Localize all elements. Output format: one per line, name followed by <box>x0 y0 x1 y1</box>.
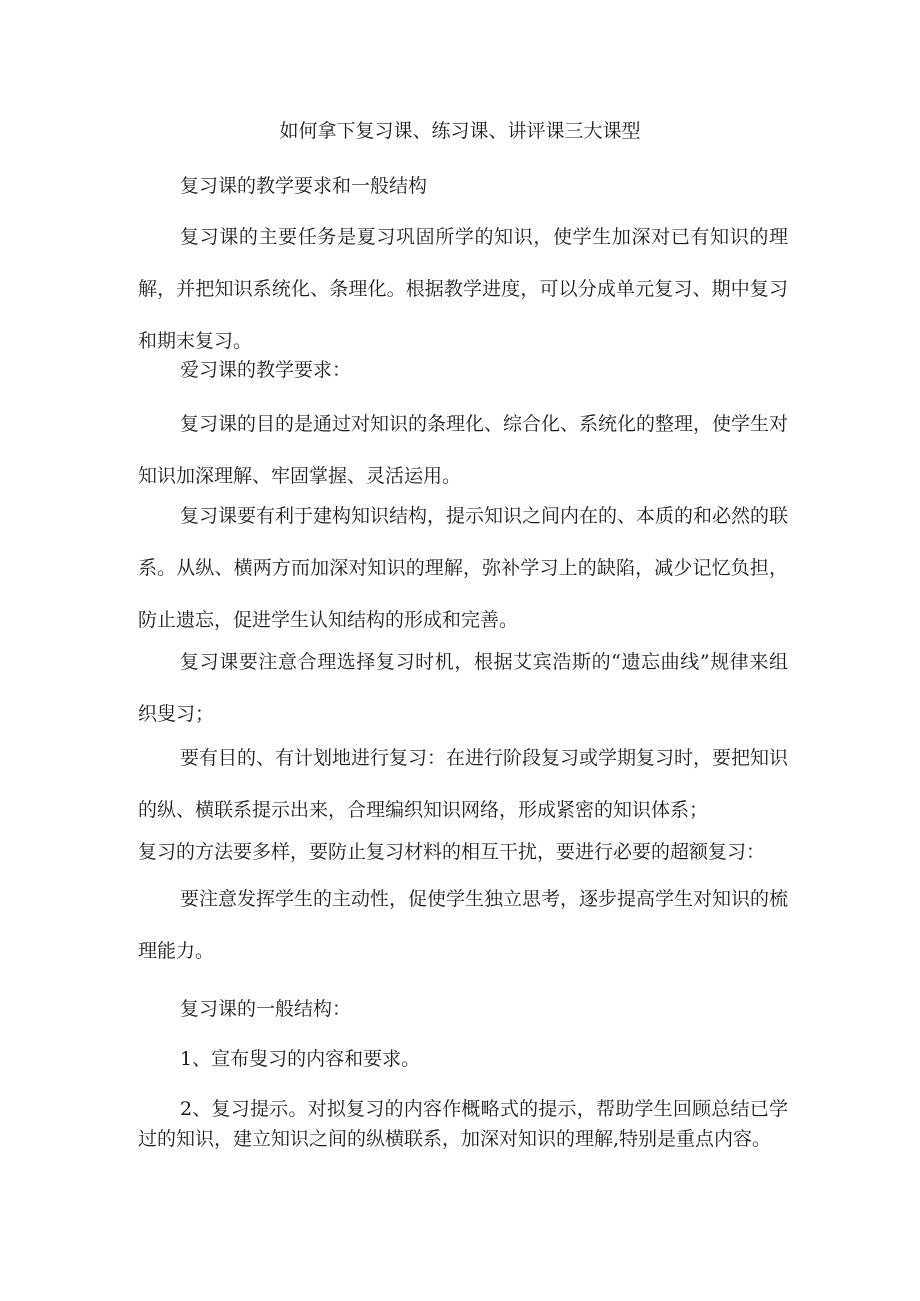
paragraph-review-purpose: 复习课的目的是通过对知识的条理化、综合化、系统化的整理，使学生对知识加深理解、牢固掌握、灵活运用。 <box>138 413 789 487</box>
paragraph-review-methods: 复习的方法要多样，要防止复习材料的相互干扰，要进行必要的超额复习： <box>138 841 766 863</box>
list-item-2: 2、复习提示。对拟复习的内容作概略式的提示，帮助学生回顾总结已学过的知识，建立知识之间的纵横联系，加深对知识的理解,特别是重点内容。 <box>138 1098 788 1150</box>
paragraph-requirements-heading: 爱习课的教学要求： <box>180 359 352 381</box>
paragraph-review-timing: 复习课要注意合理选择复习时机，根据艾宾浩斯的“遗忘曲线”规律来组织叟习； <box>138 651 788 725</box>
section-heading-review-requirements: 复习课的教学要求和一般结构 <box>180 175 428 197</box>
paragraph-planned-review: 要有目的、有计划地进行复习：在进行阶段复习或学期复习时，要把知识的纵、横联系提示出来，合理编织知识网络，形成紧密的知识体系； <box>138 747 789 821</box>
document-title: 如何拿下复习课、练习课、讲评课三大课型 <box>279 120 641 142</box>
list-item-1: 1、宣布叟习的内容和要求。 <box>180 1048 421 1070</box>
paragraph-knowledge-structure: 复习课要有利于建构知识结构，提示知识之间内在的、本质的和必然的联系。从纵、横两方而加深对知识的理解，弥补学习上的缺陷，减少记忆负担，防止遗忘，促进学生认知结构的形成和完善。 <box>138 505 789 631</box>
section-heading-general-structure: 复习课的一般结构： <box>180 998 352 1020</box>
paragraph-review-task: 复习课的主要任务是夏习巩固所学的知识，使学生加深对已有知识的理解，并把知识系统化、条理化。根据教学进度，可以分成单元复习、期中复习和期末复习。 <box>138 226 788 352</box>
paragraph-student-initiative: 要注意发挥学生的主动性，促使学生独立思考，逐步提高学生对知识的梳理能力。 <box>138 888 789 962</box>
